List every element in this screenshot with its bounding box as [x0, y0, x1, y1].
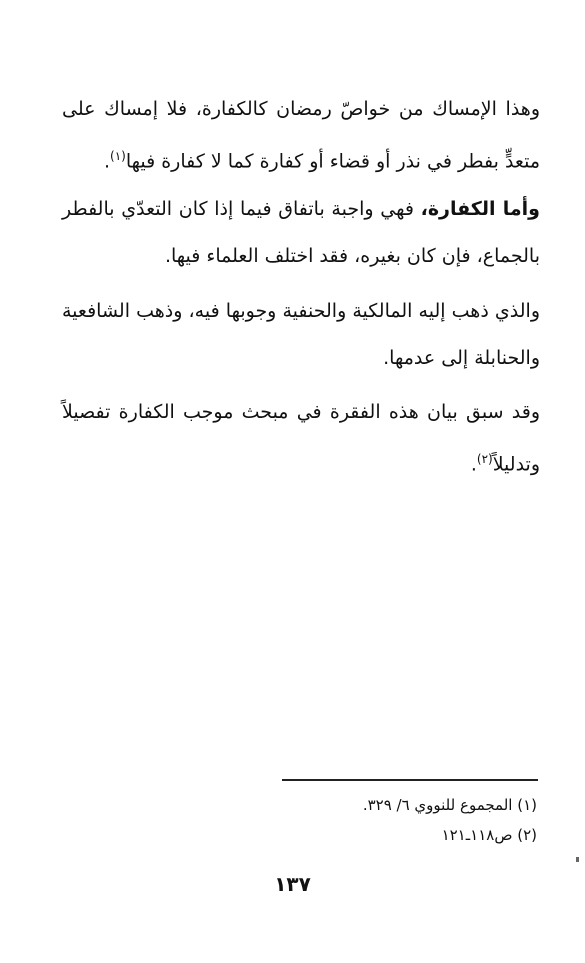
footnote-2: (٢) ص١١٨ـ١٢١ — [441, 826, 537, 844]
paragraph-2-text: فهي واجبة باتفاق فيما إذا كان التعدّي بالفطر بالجماع، فإن كان بغيره، فقد اختلف العلماء فيها. — [62, 198, 540, 267]
paragraph-4-text: وقد سبق بيان هذه الفقرة في مبحث موجب الكفارة تفصيلاً وتدليلاً — [62, 401, 540, 476]
paragraph-2-heading: وأما الكفارة، — [420, 198, 540, 220]
paragraph-1 — [62, 86, 540, 185]
footnote-1: (١) المجموع للنووي ٦/ ٣٢٩. — [362, 796, 537, 814]
paragraph-1-period: . — [103, 150, 110, 173]
paragraph-1-text: وهذا الإمساك من خواصّ رمضان كالكفارة، فلا إمساك على متعدٍّ بفطر في نذر أو قضاء أو كفارة كما لا كفارة فيها — [62, 98, 540, 173]
paragraph-3 — [62, 288, 540, 382]
paragraph-2 — [62, 186, 540, 280]
paragraph-4 — [62, 389, 540, 488]
footnote-ref-1: (١) — [110, 149, 126, 163]
footnote-ref-2: (٢) — [476, 452, 493, 466]
scan-mark — [576, 857, 579, 862]
footnote-separator — [282, 779, 538, 781]
paragraph-3-text: والذي ذهب إليه المالكية والحنفية وجوبها فيه، وذهب الشافعية والحنابلة إلى عدمها. — [62, 300, 540, 369]
paragraph-4-period: . — [470, 453, 477, 476]
page-number: ١٣٧ — [274, 872, 311, 896]
